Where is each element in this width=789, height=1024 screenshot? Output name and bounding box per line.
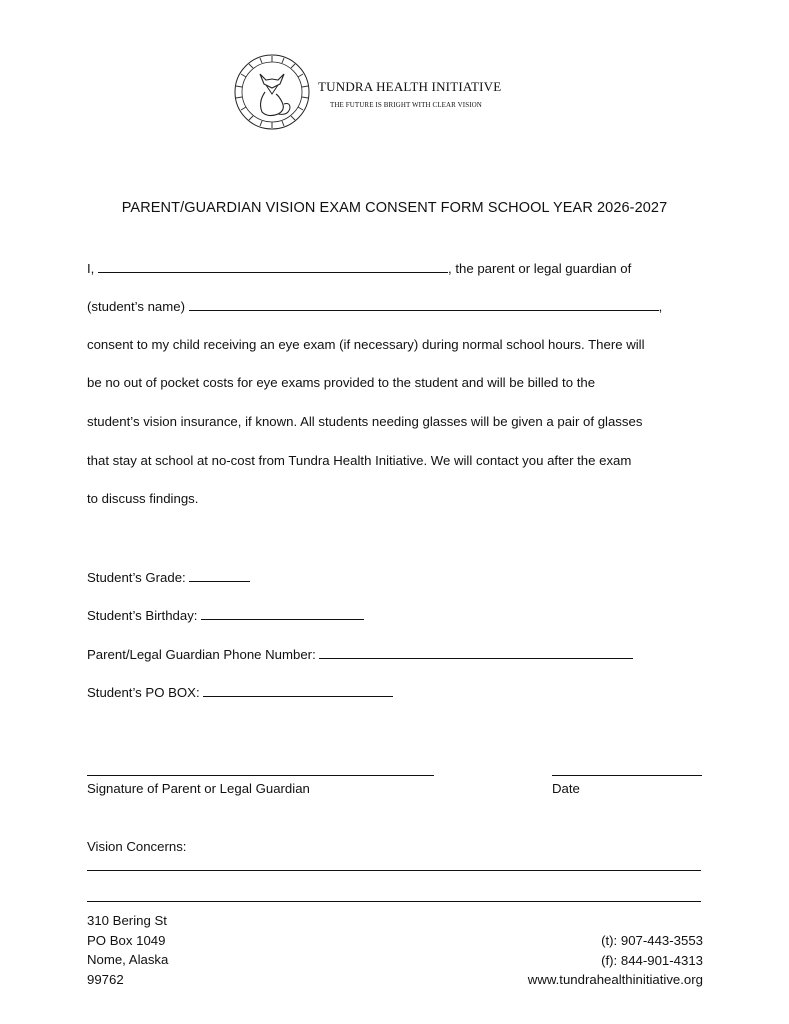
body-line-7: to discuss findings. [87,491,199,506]
vision-concerns-line-2[interactable] [87,901,701,902]
student-name-suffix: , [658,299,663,314]
org-name: TUNDRA HEALTH INITIATIVE [318,79,502,94]
signature-field[interactable] [87,775,434,776]
date-field[interactable] [552,775,702,776]
guardian-name-line [87,260,631,276]
student-name-prefix: (student’s name) [87,299,185,314]
contact-info [528,931,703,990]
vision-concerns-line-1[interactable] [87,870,701,871]
body-line-5: student’s vision insurance, if known. All students needing glasses will be given a pair of glasses [87,414,643,429]
guardian-suffix: , the parent or legal guardian of [448,261,632,276]
org-tagline: THE FUTURE IS BRIGHT WITH CLEAR VISION [330,101,482,109]
address-street: 310 Bering St [87,913,167,928]
student-name-field[interactable] [189,298,659,311]
body-line-3: consent to my child receiving an eye exam (if necessary) during normal school hours. There will [87,337,645,352]
birthday-row [87,607,364,623]
contact-website[interactable]: www.tundrahealthinitiative.org [527,972,703,987]
phone-field[interactable] [319,646,633,659]
contact-phone: (t): 907-443-3553 [601,933,703,948]
pobox-label: Student’s PO BOX: [87,685,200,700]
address-pobox: PO Box 1049 [87,932,166,948]
fox-logo-icon [232,52,312,132]
pobox-field[interactable] [203,684,393,697]
guardian-name-field[interactable] [98,260,448,273]
phone-label: Parent/Legal Guardian Phone Number: [87,647,316,662]
grade-field[interactable] [189,569,250,582]
form-title: PARENT/GUARDIAN VISION EXAM CONSENT FORM SCHOOL YEAR 2026-2027 [121,200,668,216]
pobox-row [87,684,393,700]
birthday-field[interactable] [201,607,364,620]
contact-fax: (f): 844-901-4313 [601,952,703,968]
guardian-prefix: I, [87,261,95,276]
address-zip: 99762 [87,971,124,987]
body-line-4: be no out of pocket costs for eye exams provided to the student and will be billed to the [87,375,596,390]
grade-row [87,569,250,585]
body-line-6: that stay at school at no-cost from Tundra Health Initiative. We will contact you after the exam [87,453,632,468]
date-label: Date [552,781,580,796]
vision-concerns-label: Vision Concerns: [87,839,187,854]
grade-label: Student’s Grade: [87,570,186,585]
phone-row [87,646,633,662]
signature-label: Signature of Parent or Legal Guardian [87,781,310,796]
student-name-line [87,298,662,314]
birthday-label: Student’s Birthday: [87,608,198,623]
mailing-address [87,911,168,989]
address-city: Nome, Alaska [87,952,169,967]
